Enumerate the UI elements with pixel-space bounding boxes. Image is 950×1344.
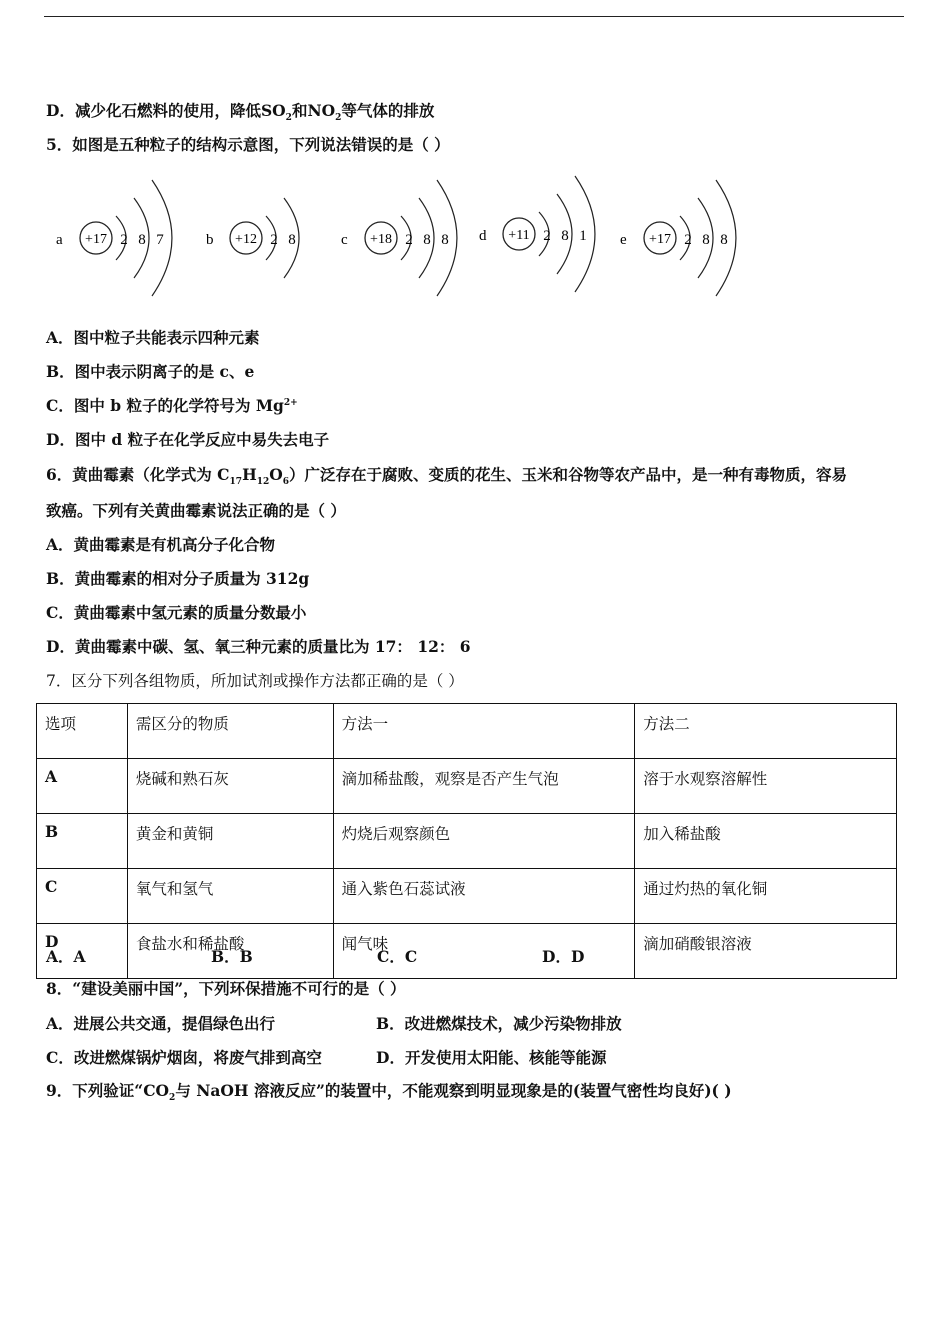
option-text: 减少化石燃料的使用，降低	[74, 101, 261, 120]
option-text: 图中 d 粒子在化学反应中易失去电子	[74, 430, 330, 449]
formula-h: H	[242, 465, 257, 484]
q8-option-d	[376, 1046, 606, 1068]
table-cell: 烧碱和熟石灰	[127, 759, 333, 814]
q7-table	[36, 703, 897, 979]
q8-option-c	[46, 1046, 322, 1068]
particle-letter: e	[620, 232, 627, 248]
table-header-cell: 方法二	[635, 704, 897, 759]
option-label: A．	[46, 535, 74, 554]
table-row	[37, 869, 897, 924]
table-cell: A	[37, 759, 128, 814]
q9-stem	[46, 1080, 732, 1102]
formula-o: O	[269, 465, 283, 484]
table-header-row	[37, 704, 897, 759]
table-cell: B	[37, 814, 128, 869]
table-cell: D	[37, 924, 128, 979]
q6-option-a	[46, 534, 275, 556]
formula-so2: SO	[260, 101, 286, 120]
table-cell: 灼烧后观察颜色	[333, 814, 635, 869]
table-row	[37, 759, 897, 814]
option-label: A．	[46, 328, 74, 347]
nucleus-charge: +18	[370, 232, 392, 247]
option-text: 和	[291, 101, 308, 120]
table-cell: 滴加稀盐酸，观察是否产生气泡	[333, 759, 635, 814]
electron-count: 1	[579, 228, 587, 244]
q5-option-a	[46, 327, 260, 349]
q7-choice-a: A．A	[46, 947, 86, 966]
option-label: C．	[46, 1048, 74, 1067]
particle-b	[206, 198, 299, 278]
option-text: 进展公共交通，提倡绿色出行	[73, 1014, 276, 1033]
stem-text: 9．下列验证“CO	[46, 1081, 170, 1100]
electron-count: 8	[423, 232, 431, 248]
electron-count: 8	[720, 232, 728, 248]
option-text: 开发使用太阳能、核能等能源	[404, 1048, 607, 1067]
option-text: 黄曲霉素是有机高分子化合物	[73, 535, 276, 554]
particle-d	[479, 176, 595, 292]
option-label: B．	[376, 1014, 405, 1033]
option-text: 图中表示阴离子的是 c、e	[74, 362, 255, 381]
particle-a	[56, 180, 172, 296]
particle-c	[341, 180, 457, 296]
table-cell: 氧气和氢气	[127, 869, 333, 924]
electron-count: 7	[156, 232, 164, 248]
option-label: D．	[46, 101, 75, 120]
particle-e	[620, 180, 736, 296]
atom-structure-diagram	[40, 168, 760, 298]
q6-option-d	[46, 636, 471, 658]
particle-letter: d	[479, 228, 487, 244]
electron-count: 2	[405, 232, 413, 248]
table-row	[37, 814, 897, 869]
q5-option-d	[46, 429, 329, 451]
q6-option-c	[46, 602, 306, 624]
subscript: 2	[335, 113, 342, 124]
q6-stem-line2: 致癌。下列有关黄曲霉素说法正确的是（ ）	[46, 501, 346, 520]
q8-option-a	[46, 1012, 275, 1034]
stem-text: ）广泛存在于腐败、变质的花生、玉米和谷物等农产品中，是一种有毒物质，容易	[289, 465, 848, 484]
nucleus-charge: +12	[235, 232, 257, 247]
q5-option-b	[46, 361, 254, 383]
table-cell: 食盐水和稀盐酸	[127, 924, 333, 979]
electron-count: 8	[702, 232, 710, 248]
stem-text: 6．黄曲霉素（化学式为 C	[46, 465, 230, 484]
table-header-cell: 方法一	[333, 704, 635, 759]
subscript: 6	[282, 477, 290, 488]
option-label: D．	[46, 637, 75, 656]
option-label: B．	[46, 569, 75, 588]
table-row	[37, 924, 897, 979]
superscript: 2+	[283, 397, 298, 408]
option-label: D．	[376, 1048, 405, 1067]
q5-option-c	[46, 395, 298, 417]
table-header-cell: 需区分的物质	[127, 704, 333, 759]
table-cell: 黄金和黄铜	[127, 814, 333, 869]
table-cell: 溶于水观察溶解性	[635, 759, 897, 814]
q4-option-d	[46, 100, 434, 122]
option-label: C．	[46, 396, 74, 415]
option-label: A．	[46, 1014, 74, 1033]
nucleus-charge: +17	[85, 232, 107, 247]
option-text: 等气体的排放	[341, 101, 435, 120]
subscript: 12	[256, 477, 270, 488]
electron-count: 8	[561, 228, 569, 244]
option-text: 黄曲霉素的相对分子质量为 312g	[74, 569, 310, 588]
option-text: 黄曲霉素中氢元素的质量分数最小	[73, 603, 307, 622]
option-text: 改进燃煤技术，减少污染物排放	[404, 1014, 622, 1033]
q7-choice-b: B．B	[211, 947, 253, 966]
electron-count: 2	[120, 232, 128, 248]
particle-letter: b	[206, 232, 214, 248]
table-cell: 滴加硝酸银溶液	[635, 924, 897, 979]
option-text: 图中粒子共能表示四种元素	[73, 328, 260, 347]
option-text: 改进燃煤锅炉烟囱，将废气排到高空	[73, 1048, 322, 1067]
electron-count: 2	[270, 232, 278, 248]
electron-count: 8	[441, 232, 449, 248]
nucleus-charge: +11	[508, 228, 530, 243]
subscript: 2	[169, 1093, 176, 1104]
electron-count: 2	[684, 232, 692, 248]
nucleus-charge: +17	[649, 232, 671, 247]
q7-choice-c: C．C	[377, 947, 418, 966]
q8-option-b	[376, 1012, 622, 1034]
stem-text: 与 NaOH 溶液反应”的装置中，不能观察到明显现象是的(装置气密性均良好)( )	[175, 1081, 732, 1100]
q7-choice-d: D．D	[542, 947, 585, 966]
table-header-cell: 选项	[37, 704, 128, 759]
table-cell: 加入稀盐酸	[635, 814, 897, 869]
q6-stem-line1	[46, 464, 847, 486]
electron-count: 8	[288, 232, 296, 248]
q8-stem: 8．“建设美丽中国”，下列环保措施不可行的是（ ）	[46, 979, 406, 998]
table-cell: 通入紫色石蕊试液	[333, 869, 635, 924]
subscript: 17	[229, 477, 243, 488]
table-cell: C	[37, 869, 128, 924]
formula-no2: NO	[307, 101, 336, 120]
electron-count: 8	[138, 232, 146, 248]
q7-stem: 7．区分下列各组物质，所加试剂或操作方法都正确的是（ ）	[46, 672, 464, 690]
table-cell: 闻气味	[333, 924, 635, 979]
top-rule	[44, 16, 904, 17]
option-text: 黄曲霉素中碳、氢、氧三种元素的质量比为 17： 12： 6	[74, 637, 471, 656]
table-cell: 通过灼热的氧化铜	[635, 869, 897, 924]
option-text: 图中 b 粒子的化学符号为 Mg	[73, 396, 284, 415]
option-label: B．	[46, 362, 75, 381]
particle-letter: a	[56, 232, 63, 248]
subscript: 2	[285, 113, 292, 124]
option-label: D．	[46, 430, 75, 449]
option-label: C．	[46, 603, 74, 622]
particle-letter: c	[341, 232, 348, 248]
q6-option-b	[46, 568, 309, 590]
electron-count: 2	[543, 228, 551, 244]
q5-stem: 5．如图是五种粒子的结构示意图，下列说法错误的是（ ）	[46, 135, 450, 154]
